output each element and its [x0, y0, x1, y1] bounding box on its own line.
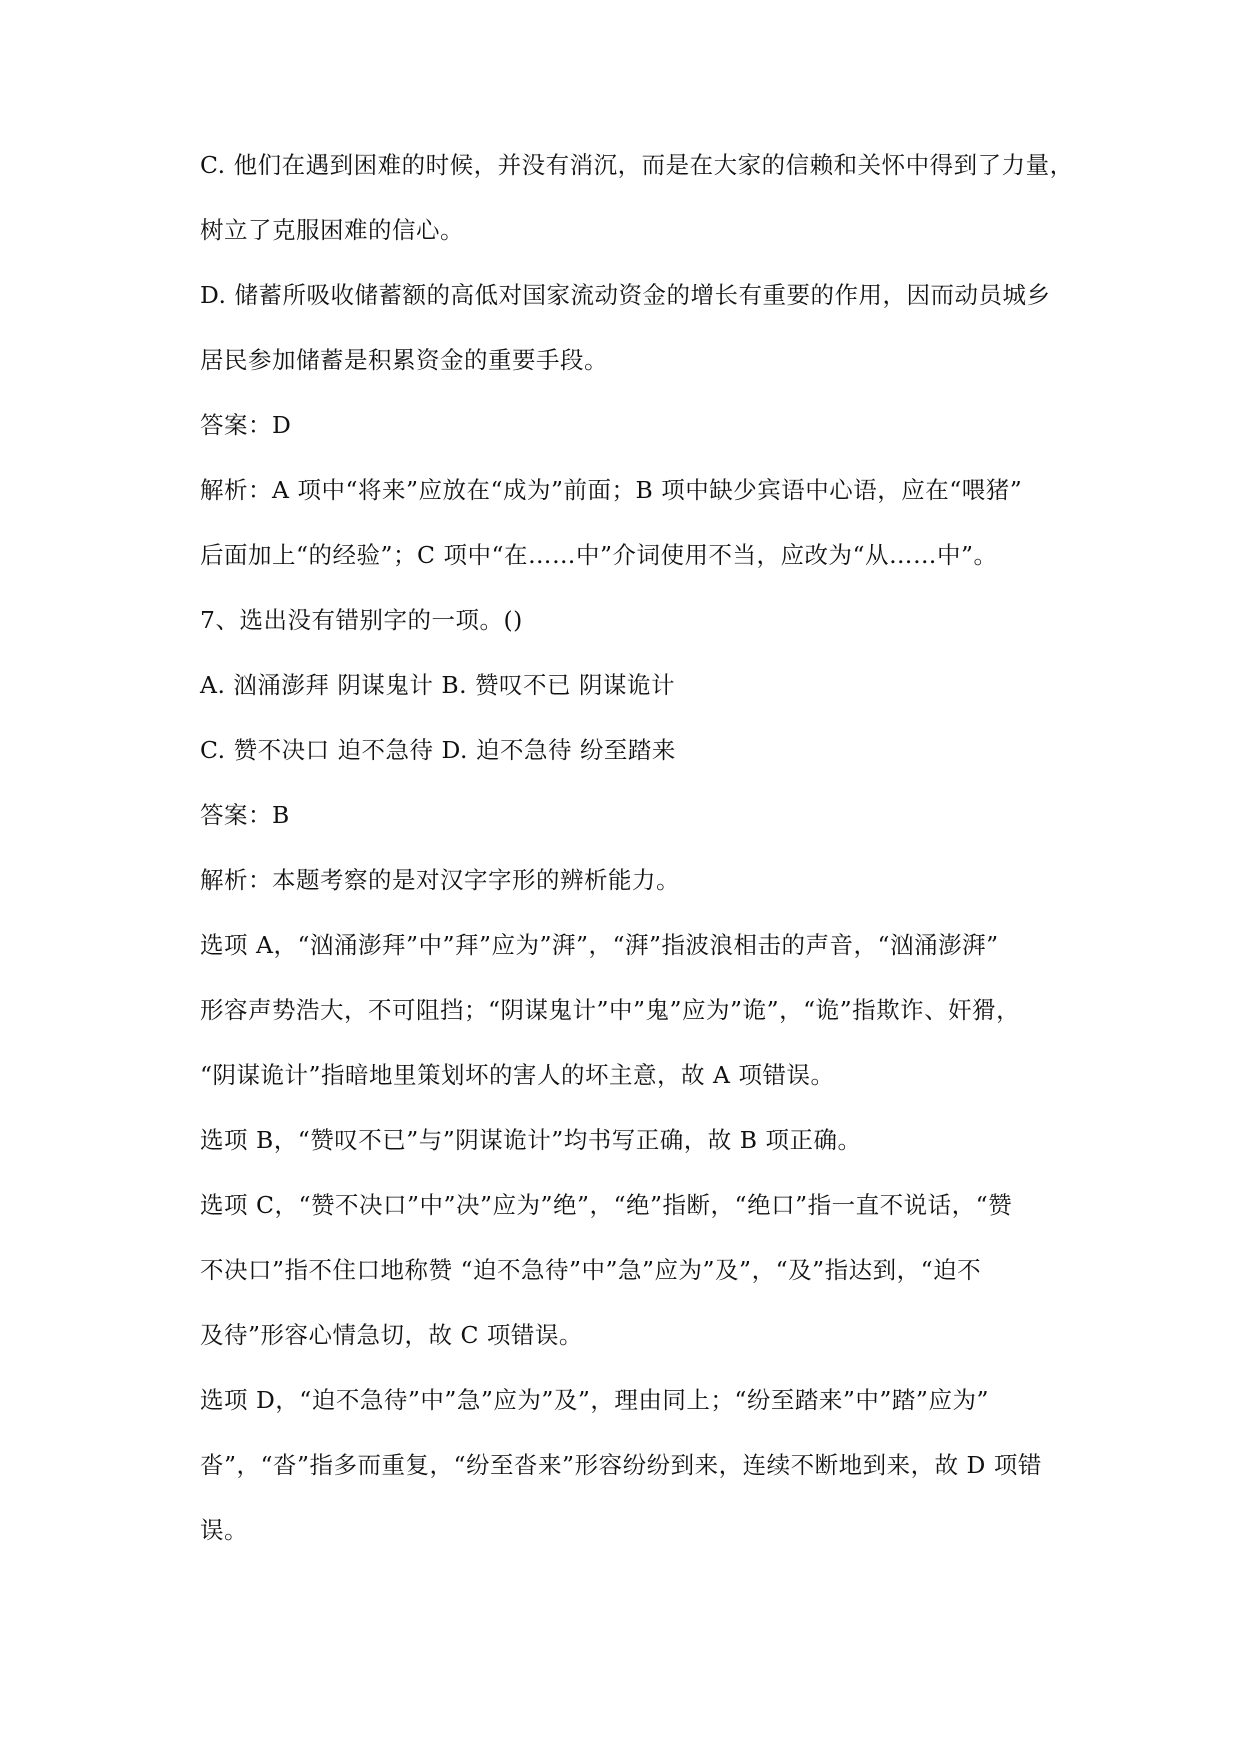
option-d-line-1: D. 储蓄所吸收储蓄额的高低对国家流动资金的增长有重要的作用，因而动员城乡: [200, 281, 1051, 309]
answer-6: 答案：D: [200, 411, 292, 439]
analysis-7-option-d-line-1: 选项 D，“迫不急待”中”急”应为”及”，理由同上；“纷至踏来”中”踏”应为”: [200, 1386, 989, 1414]
analysis-7-option-c-line-3: 及待”形容心情急切，故 C 项错误。: [200, 1321, 583, 1349]
analysis-6-line-1: 解析：A 项中“将来”应放在“成为”前面；B 项中缺少宾语中心语，应在“喂猪”: [200, 476, 1023, 504]
option-c-line-1: C. 他们在遇到困难的时候，并没有消沉，而是在大家的信赖和关怀中得到了力量，: [200, 151, 1074, 179]
analysis-7-option-a-line-3: “阴谋诡计”指暗地里策划坏的害人的坏主意，故 A 项错误。: [200, 1061, 835, 1089]
question-7-stem: 7、选出没有错别字的一项。(): [200, 606, 523, 634]
analysis-7-option-a-line-2: 形容声势浩大，不可阻挡；“阴谋鬼计”中”鬼”应为”诡”，“诡”指欺诈、奸猾，: [200, 996, 1021, 1024]
option-c-line-2: 树立了克服困难的信心。: [200, 216, 464, 244]
question-7-options-ab: A. 汹涌澎拜 阴谋鬼计 B. 赞叹不已 阴谋诡计: [200, 671, 676, 699]
analysis-7-option-b: 选项 B，“赞叹不已”与”阴谋诡计”均书写正确，故 B 项正确。: [200, 1126, 862, 1154]
analysis-7-option-c-line-1: 选项 C，“赞不决口”中”决”应为”绝”，“绝”指断，“绝口”指一直不说话，“赞: [200, 1191, 1013, 1219]
analysis-6-line-2: 后面加上“的经验”；C 项中“在……中”介词使用不当，应改为“从……中”。: [200, 541, 998, 569]
analysis-7-option-a-line-1: 选项 A，“汹涌澎拜”中”拜”应为”湃”，“湃”指波浪相击的声音，“汹涌澎湃”: [200, 931, 999, 959]
answer-7: 答案：B: [200, 801, 290, 829]
option-d-line-2: 居民参加储蓄是积累资金的重要手段。: [200, 346, 608, 374]
analysis-7-option-c-line-2: 不决口”指不住口地称赞 “迫不急待”中”急”应为”及”，“及”指达到，“迫不: [200, 1256, 982, 1284]
question-7-options-cd: C. 赞不决口 迫不急待 D. 迫不急待 纷至踏来: [200, 736, 676, 764]
analysis-7-option-d-line-2: 沓”，“沓”指多而重复，“纷至沓来”形容纷纷到来，连续不断地到来，故 D 项错: [200, 1451, 1042, 1479]
analysis-7-intro: 解析：本题考察的是对汉字字形的辨析能力。: [200, 866, 680, 894]
analysis-7-option-d-line-3: 误。: [200, 1516, 248, 1544]
